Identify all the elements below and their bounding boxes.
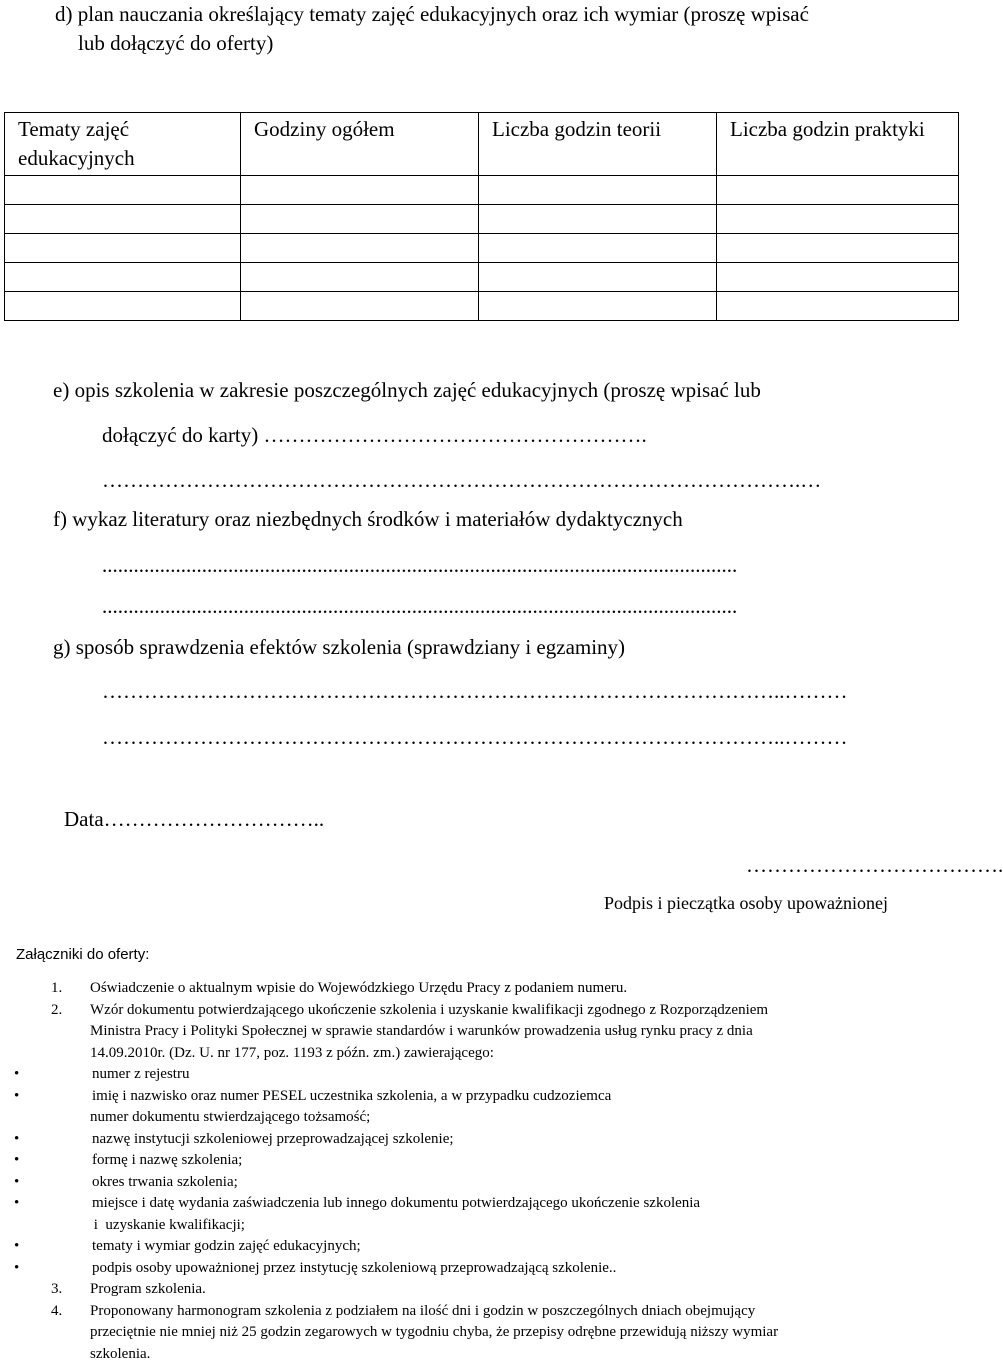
table-row bbox=[5, 205, 959, 234]
bullet-icon: • bbox=[14, 1172, 19, 1194]
section-e-line3[interactable]: ……………………………………………………………………………………….… bbox=[102, 466, 947, 495]
attachment-item-4 bbox=[16, 1301, 946, 1365]
table-cell[interactable] bbox=[717, 176, 959, 205]
table-cell[interactable] bbox=[5, 292, 241, 321]
plan-table-header-row bbox=[5, 113, 959, 176]
attachment-item-3 bbox=[16, 1279, 946, 1301]
table-cell[interactable] bbox=[717, 205, 959, 234]
table-cell[interactable] bbox=[241, 205, 479, 234]
header-godziny-teorii: Liczba godzin teorii bbox=[479, 113, 717, 176]
table-cell[interactable] bbox=[717, 292, 959, 321]
plan-table bbox=[4, 112, 959, 321]
header-tematy: Tematy zajęć edukacyjnych bbox=[5, 113, 241, 176]
section-g-line2[interactable]: ……………………………………………………………………………………..……… bbox=[102, 677, 947, 706]
list-item-text: Proponowany harmonogram szkolenia z podziałem na ilość dni i godzin w poszczególnych dniach obejmujący bbox=[90, 1301, 946, 1323]
table-row bbox=[5, 263, 959, 292]
section-f-line1: f) wykaz literatury oraz niezbędnych środków i materiałów dydaktycznych bbox=[53, 505, 683, 534]
header-godziny-praktyki: Liczba godzin praktyki bbox=[717, 113, 959, 176]
list-item-text: 14.09.2010r. (Dz. U. nr 177, poz. 1193 z późn. zm.) zawierającego: bbox=[90, 1043, 946, 1065]
header-godziny-ogolem: Godziny ogółem bbox=[241, 113, 479, 176]
bullet-item bbox=[16, 1258, 946, 1280]
table-cell[interactable] bbox=[241, 292, 479, 321]
table-row bbox=[5, 176, 959, 205]
table-cell[interactable] bbox=[5, 205, 241, 234]
table-cell[interactable] bbox=[241, 234, 479, 263]
section-e-line2[interactable]: dołączyć do karty) ………………………………………………. bbox=[102, 421, 947, 450]
bullet-item bbox=[16, 1172, 946, 1194]
bullet-text: okres trwania szkolenia; bbox=[92, 1174, 238, 1190]
list-item-text: Wzór dokumentu potwierdzającego ukończenie szkolenia i uzyskanie kwalifikacji zgodnego z Rozporządzeniem bbox=[90, 1000, 946, 1022]
list-item-text: Program szkolenia. bbox=[90, 1281, 206, 1297]
table-cell[interactable] bbox=[479, 234, 717, 263]
bullet-icon: • bbox=[14, 1064, 19, 1086]
section-g-line1: g) sposób sprawdzenia efektów szkolenia (sprawdziany i egzaminy) bbox=[53, 633, 625, 662]
attachments-heading: Załączniki do oferty: bbox=[16, 945, 149, 965]
bullet-icon: • bbox=[14, 1258, 19, 1280]
table-cell[interactable] bbox=[5, 263, 241, 292]
table-cell[interactable] bbox=[5, 234, 241, 263]
table-cell[interactable] bbox=[717, 263, 959, 292]
section-d-line2: lub dołączyć do oferty) bbox=[55, 29, 935, 58]
table-cell[interactable] bbox=[479, 205, 717, 234]
bullet-item bbox=[16, 1086, 946, 1129]
table-cell[interactable] bbox=[479, 263, 717, 292]
table-row bbox=[5, 292, 959, 321]
bullet-item bbox=[16, 1064, 946, 1086]
date-field[interactable]: Data………………………….. bbox=[64, 805, 324, 834]
bullet-item bbox=[16, 1129, 946, 1151]
list-item-text: Ministra Pracy i Polityki Społecznej w sprawie standardów i warunków prowadzenia usług rynku pracy z dnia bbox=[90, 1021, 946, 1043]
section-d-heading bbox=[55, 0, 935, 58]
table-cell[interactable] bbox=[479, 176, 717, 205]
bullet-text: formę i nazwę szkolenia; bbox=[92, 1152, 242, 1168]
list-item-text: Oświadczenie o aktualnym wpisie do Wojewódzkiego Urzędu Pracy z podaniem numeru. bbox=[90, 980, 627, 996]
section-e-line1: e) opis szkolenia w zakresie poszczególnych zajęć edukacyjnych (proszę wpisać lub bbox=[53, 376, 761, 405]
bullet-icon: • bbox=[14, 1236, 19, 1258]
bullet-text: numer dokumentu stwierdzającego tożsamość; bbox=[90, 1107, 946, 1129]
bullet-text: miejsce i datę wydania zaświadczenia lub innego dokumentu potwierdzającego ukończenie szkolenia bbox=[92, 1193, 946, 1215]
bullet-text: imię i nazwisko oraz numer PESEL uczestnika szkolenia, a w przypadku cudzoziemca bbox=[92, 1086, 946, 1108]
section-f-line3[interactable]: ......................................................................................................................... bbox=[102, 592, 947, 621]
table-cell[interactable] bbox=[717, 234, 959, 263]
table-cell[interactable] bbox=[241, 263, 479, 292]
attachment-item-2 bbox=[16, 1000, 946, 1065]
list-number: 4. bbox=[51, 1301, 62, 1323]
bullet-item bbox=[16, 1150, 946, 1172]
section-d-line1: d) plan nauczania określający tematy zajęć edukacyjnych oraz ich wymiar (proszę wpisać bbox=[55, 0, 935, 29]
list-item-text: przeciętnie nie mniej niż 25 godzin zegarowych w tygodniu chyba, że przepisy odrębne przewidują niższy wymiar bbox=[90, 1322, 946, 1344]
bullet-icon: • bbox=[14, 1086, 19, 1108]
list-number: 3. bbox=[51, 1279, 62, 1301]
list-number: 2. bbox=[51, 1000, 62, 1022]
bullet-icon: • bbox=[14, 1129, 19, 1151]
attachment-item-1 bbox=[16, 978, 946, 1000]
list-item-text: szkolenia. bbox=[90, 1344, 946, 1365]
bullet-item bbox=[16, 1193, 946, 1236]
section-g-line3[interactable]: ……………………………………………………………………………………..……… bbox=[102, 723, 947, 752]
bullet-item bbox=[16, 1236, 946, 1258]
bullet-text: nazwę instytucji szkoleniowej przeprowadzającej szkolenie; bbox=[92, 1131, 454, 1147]
bullet-text: tematy i wymiar godzin zajęć edukacyjnych; bbox=[92, 1238, 361, 1254]
signature-label: Podpis i pieczątka osoby upoważnionej bbox=[604, 891, 888, 915]
bullet-text: numer z rejestru bbox=[92, 1066, 189, 1082]
attachments-list bbox=[16, 978, 946, 1365]
section-f-line2[interactable]: ......................................................................................................................... bbox=[102, 551, 947, 580]
table-cell[interactable] bbox=[241, 176, 479, 205]
list-number: 1. bbox=[51, 978, 62, 1000]
bullet-icon: • bbox=[14, 1150, 19, 1172]
bullet-icon: • bbox=[14, 1193, 19, 1215]
table-cell[interactable] bbox=[5, 176, 241, 205]
bullet-text: podpis osoby upoważnionej przez instytucję szkoleniową przeprowadzającą szkolenie.. bbox=[92, 1260, 616, 1276]
table-row bbox=[5, 234, 959, 263]
bullet-text: i uzyskanie kwalifikacji; bbox=[90, 1215, 946, 1237]
signature-dots[interactable]: ………………………………. bbox=[746, 851, 1003, 880]
table-cell[interactable] bbox=[479, 292, 717, 321]
